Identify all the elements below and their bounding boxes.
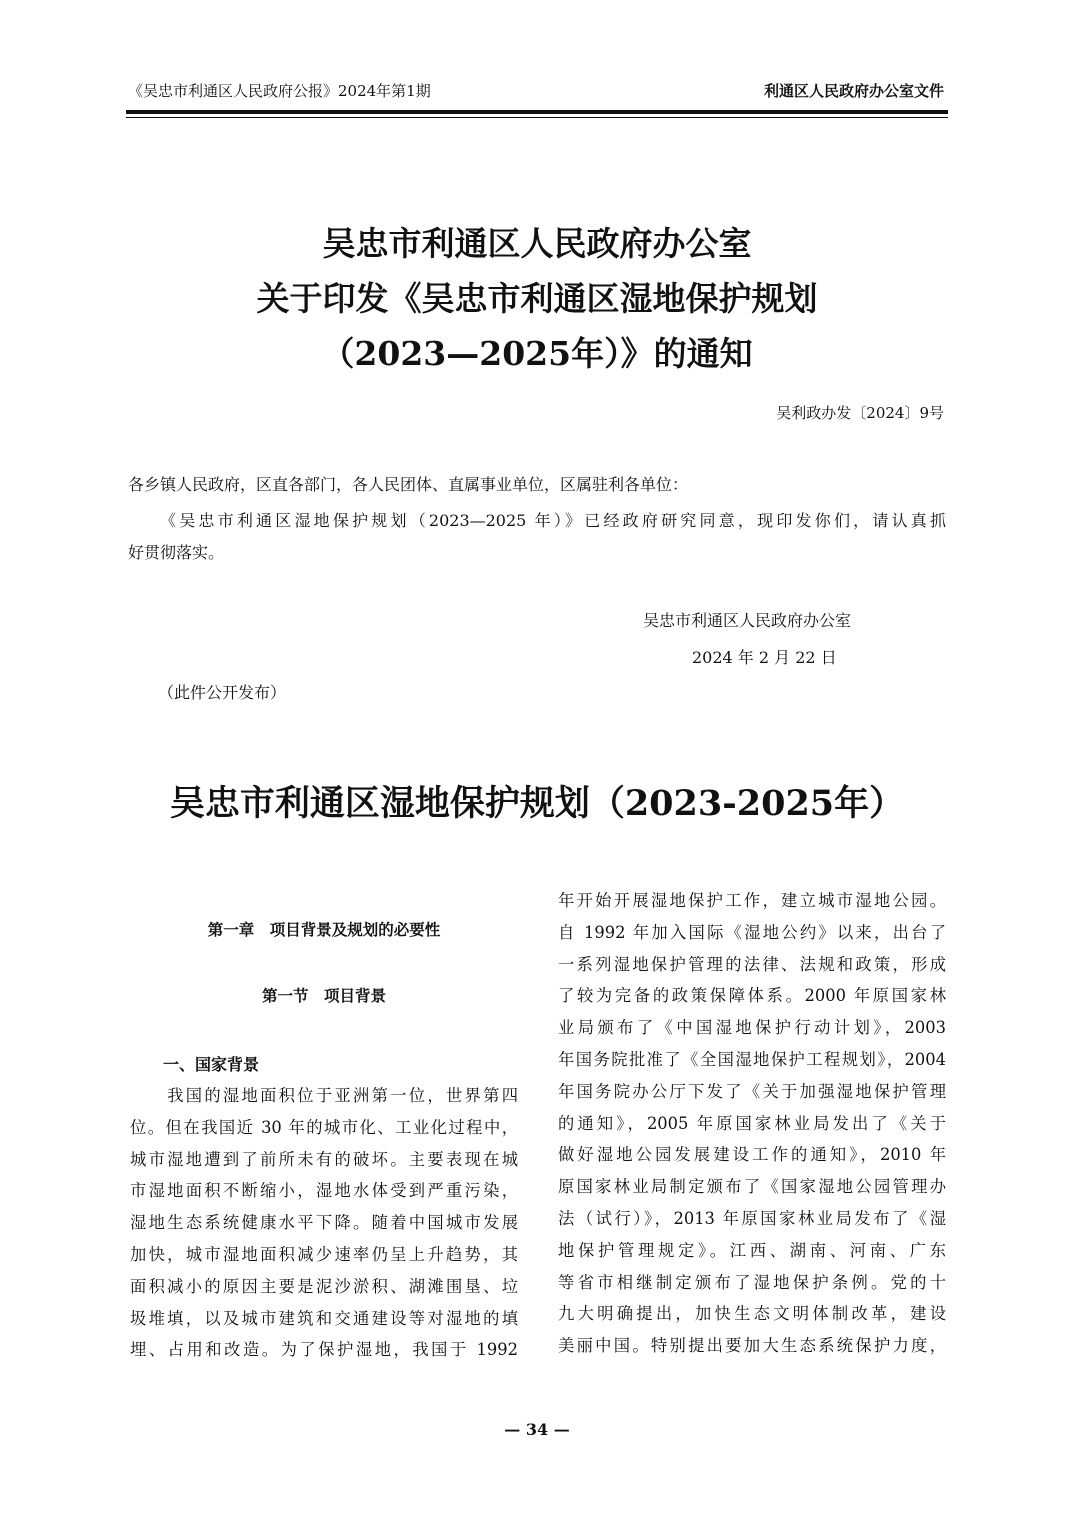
right-column <box>558 885 946 1362</box>
text-line: 年国务院批准了《全国湿地保护工程规划》，2004 <box>558 1049 946 1069</box>
text-line: 湿地生态系统健康水平下降。随着中国城市发展 <box>130 1213 518 1233</box>
section-header: 利通区人民政府办公室文件 <box>763 82 944 100</box>
text-line: 加快，城市湿地面积减少速率仍呈上升趋势，其 <box>130 1244 518 1264</box>
section-heading: 第一节 项目背景 <box>261 987 386 1005</box>
text-line: 业局颁布了《中国湿地保护行动计划》，2003 <box>558 1018 946 1038</box>
text-line: 年开始开展湿地保护工作，建立城市湿地公园。 <box>558 891 946 910</box>
text-line: 面积减小的原因主要是泥沙淤积、湖滩围垦、垃 <box>130 1276 518 1296</box>
issuer: 吴忠市利通区人民政府办公室 <box>643 611 852 630</box>
recipients: 各乡镇人民政府，区直各部门，各人民团体、直属事业单位，区属驻利各单位： <box>128 475 689 494</box>
text-line: 地保护管理规定》。江西、湖南、河南、广东 <box>558 1240 946 1260</box>
left-column <box>130 1080 518 1366</box>
issue-date: 2024 年 2 月 22 日 <box>692 648 837 667</box>
text-line: 的通知》，2005 年原国家林业局发出了《关于 <box>558 1113 946 1133</box>
notice-title-line-1: 吴忠市利通区人民政府办公室 <box>322 224 752 263</box>
text-line: 自 1992 年加入国际《湿地公约》以来，出台了 <box>558 922 946 942</box>
text-line: 我国的湿地面积位于亚洲第一位，世界第四 <box>130 1086 518 1105</box>
header-rule-thick <box>126 110 948 114</box>
text-line: 城市湿地遭到了前所未有的破坏。主要表现在城 <box>130 1149 518 1169</box>
document-number: 吴利政办发〔2024〕9号 <box>776 404 944 422</box>
plan-title: 吴忠市利通区湿地保护规划（2023-2025年） <box>169 783 905 824</box>
text-line: 法（试行）》，2013 年原国家林业局发布了《湿 <box>558 1208 946 1228</box>
text-line: 市湿地面积不断缩小，湿地水体受到严重污染， <box>130 1181 518 1201</box>
disclosure-note: （此件公开发布） <box>158 683 287 702</box>
notice-title-line-2: 关于印发《吴忠市利通区湿地保护规划 <box>256 279 818 318</box>
subsection-heading: 一、国家背景 <box>163 1055 260 1074</box>
text-line: 圾堆填，以及城市建筑和交通建设等对湿地的填 <box>130 1308 518 1328</box>
chapter-heading: 第一章 项目背景及规划的必要性 <box>207 921 441 939</box>
text-line: 一系列湿地保护管理的法律、法规和政策，形成 <box>558 954 946 974</box>
text-line: 原国家林业局制定颁布了《国家湿地公园管理办 <box>558 1177 946 1197</box>
journal-header: 《吴忠市利通区人民政府公报》2024年第1期 <box>128 82 431 100</box>
notice-body-line-2: 好贯彻落实。 <box>128 543 225 562</box>
notice-title-line-3: （2023—2025年）》的通知 <box>321 334 753 373</box>
text-line: 了较为完备的政策保障体系。2000 年原国家林 <box>558 986 946 1006</box>
page-number: — 34 — <box>504 1420 570 1439</box>
text-line: 埋、占用和改造。为了保护湿地，我国于 1992 <box>130 1340 518 1360</box>
text-line: 九大明确提出，加快生态文明体制改革，建设 <box>558 1304 946 1324</box>
notice-body-line-1: 《吴忠市利通区湿地保护规划（2023—2025 年）》已经政府研究同意，现印发你们，请认真抓 <box>160 511 946 530</box>
text-line: 美丽中国。特别提出要加大生态系统保护力度， <box>558 1336 946 1356</box>
text-line: 位。但在我国近 30 年的城市化、工业化过程中， <box>130 1117 518 1137</box>
text-line: 年国务院办公厅下发了《关于加强湿地保护管理 <box>558 1081 946 1101</box>
text-line: 做好湿地公园发展建设工作的通知》，2010 年 <box>558 1145 946 1165</box>
header-rule-thin <box>126 117 948 118</box>
text-line: 等省市相继制定颁布了湿地保护条例。党的十 <box>558 1272 946 1292</box>
